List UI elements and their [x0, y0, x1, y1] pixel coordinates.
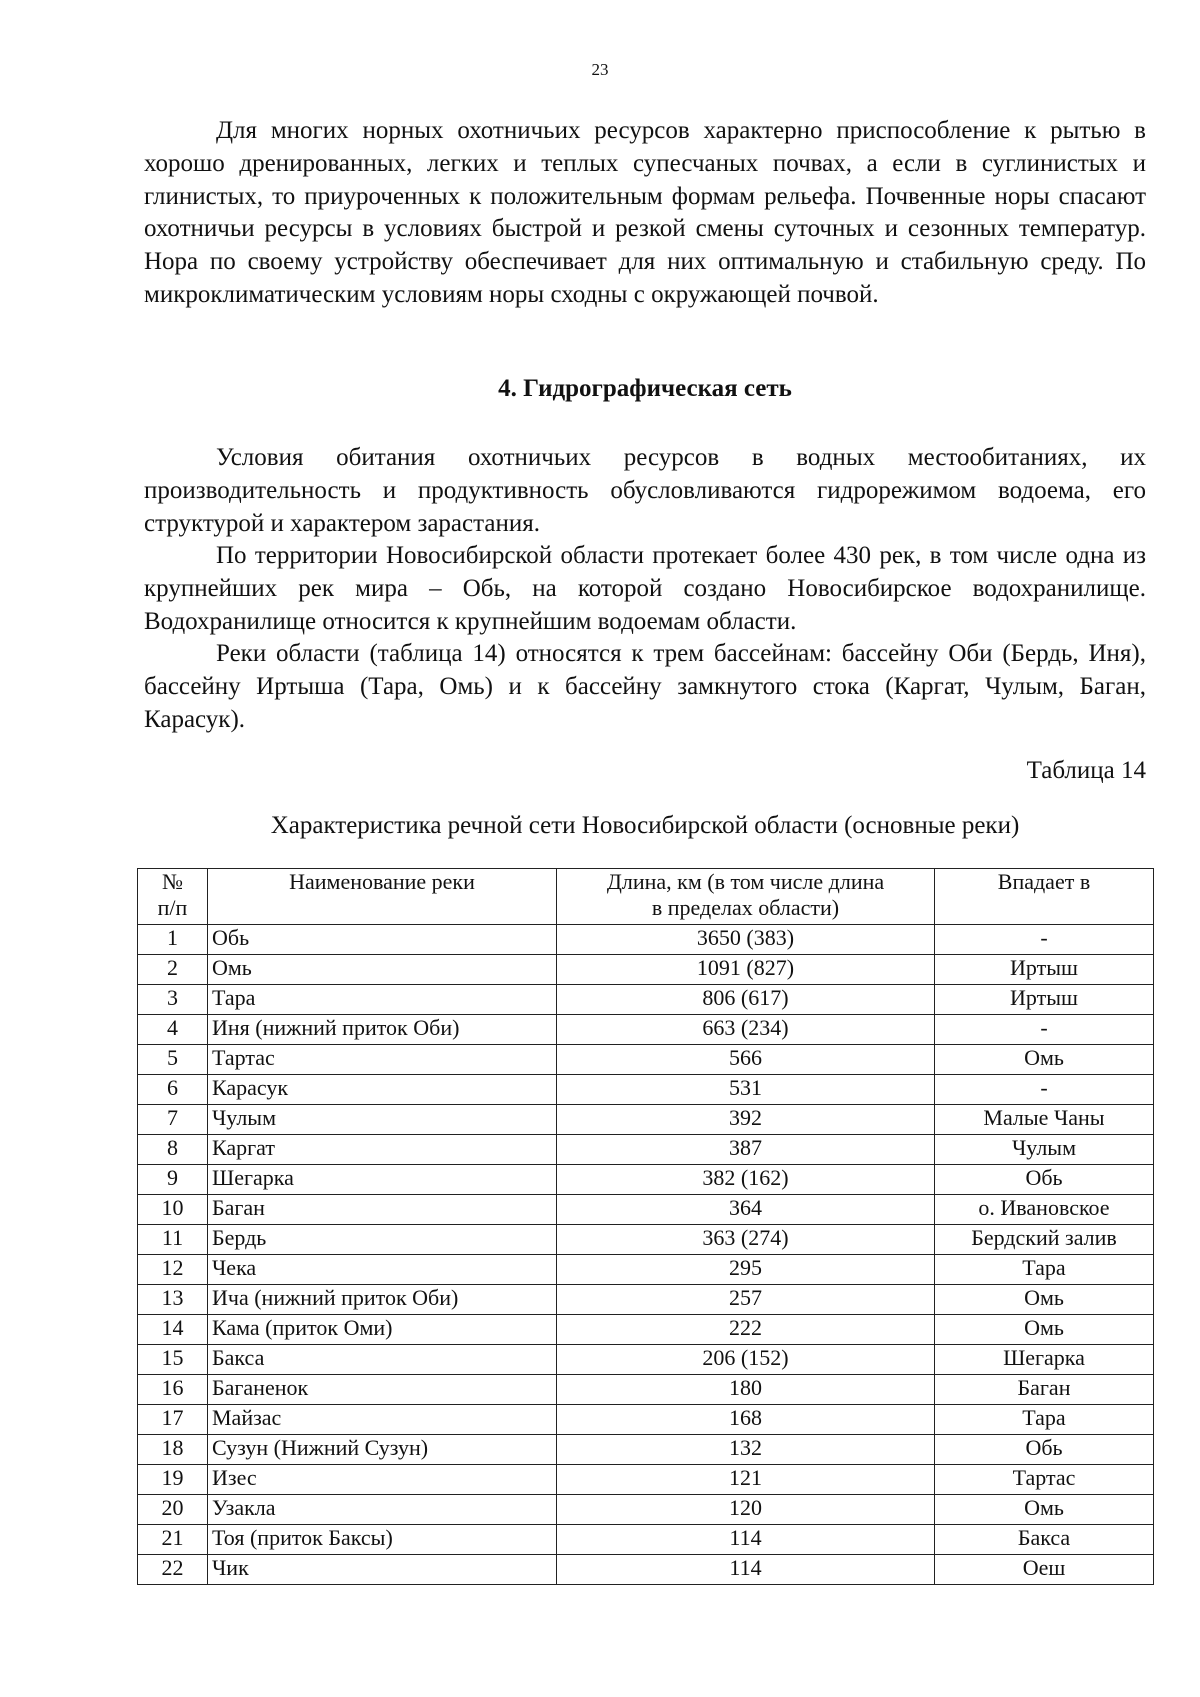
- river-flows-into: Обь: [935, 1165, 1154, 1195]
- row-number: 1: [138, 925, 208, 955]
- table-row: [138, 985, 1154, 1015]
- river-name: Чик: [208, 1555, 557, 1585]
- river-name: Бердь: [208, 1225, 557, 1255]
- page-number: 23: [591, 60, 609, 79]
- river-flows-into: Омь: [935, 1495, 1154, 1525]
- river-flows-into: Тартас: [935, 1465, 1154, 1495]
- river-name: Иня (нижний приток Оби): [208, 1015, 557, 1045]
- river-flows-into: Тара: [935, 1255, 1154, 1285]
- table-row: [138, 1435, 1154, 1465]
- river-flows-into: Иртыш: [935, 985, 1154, 1015]
- river-length: 121: [557, 1465, 935, 1495]
- river-length: 120: [557, 1495, 935, 1525]
- river-length: 392: [557, 1105, 935, 1135]
- river-flows-into: Баган: [935, 1375, 1154, 1405]
- row-number: 11: [138, 1225, 208, 1255]
- table-row: [138, 1075, 1154, 1105]
- row-number: 12: [138, 1255, 208, 1285]
- river-flows-into: Иртыш: [935, 955, 1154, 985]
- river-length: 180: [557, 1375, 935, 1405]
- river-length: 806 (617): [557, 985, 935, 1015]
- table-row: [138, 1345, 1154, 1375]
- row-number: 7: [138, 1105, 208, 1135]
- row-number: 10: [138, 1195, 208, 1225]
- table-label: Таблица 14: [1026, 757, 1146, 784]
- river-length: 114: [557, 1525, 935, 1555]
- table-title: Характеристика речной сети Новосибирской области (основные реки): [270, 812, 1020, 839]
- river-name: Ича (нижний приток Оби): [208, 1285, 557, 1315]
- river-length: 168: [557, 1405, 935, 1435]
- row-number: 20: [138, 1495, 208, 1525]
- river-name: Обь: [208, 925, 557, 955]
- river-length: 566: [557, 1045, 935, 1075]
- river-length: 1091 (827): [557, 955, 935, 985]
- paragraph-burrows: Для многих норных охотничьих ресурсов характерно приспособление к рытью в хорошо дренированных, легких и теплых супесчаных почвах, а если в суглинистых и глинистых, то приуроченных к положительным формам рельефа. Почвенные норы спасают охотничьи ресурсы в условиях быстрой и резкой смены суточных и сезонных температур. Нора по своему устройству обеспечивает для них оптимальную и стабильную среду. По микроклиматическим условиям норы сходны с окружающей почвой.: [144, 117, 1146, 308]
- river-flows-into: о. Ивановское: [935, 1195, 1154, 1225]
- river-length: 364: [557, 1195, 935, 1225]
- river-name: Узакла: [208, 1495, 557, 1525]
- row-number: 4: [138, 1015, 208, 1045]
- header-name: Наименование реки: [208, 869, 557, 925]
- river-name: Карасук: [208, 1075, 557, 1105]
- row-number: 18: [138, 1435, 208, 1465]
- river-flows-into: -: [935, 1015, 1154, 1045]
- header-length-line1: Длина, км (в том числе длина: [606, 869, 885, 894]
- river-name: Чулым: [208, 1105, 557, 1135]
- river-flows-into: Обь: [935, 1435, 1154, 1465]
- river-flows-into: -: [935, 1075, 1154, 1105]
- river-length: 363 (274): [557, 1225, 935, 1255]
- table-body: [138, 925, 1154, 1585]
- row-number: 16: [138, 1375, 208, 1405]
- row-number: 22: [138, 1555, 208, 1585]
- river-length: 257: [557, 1285, 935, 1315]
- river-name: Тара: [208, 985, 557, 1015]
- paragraph-rivers-count: По территории Новосибирской области протекает более 430 рек, в том числе одна из крупнейших рек мира – Обь, на которой создано Новосибирское водохранилище. Водохранилище относится к крупнейшим водоемам области.: [144, 542, 1146, 635]
- table-row: [138, 1405, 1154, 1435]
- river-name: Омь: [208, 955, 557, 985]
- river-length: 387: [557, 1135, 935, 1165]
- table-row: [138, 1525, 1154, 1555]
- river-name: Кама (приток Оми): [208, 1315, 557, 1345]
- row-number: 8: [138, 1135, 208, 1165]
- river-name: Бакса: [208, 1345, 557, 1375]
- table-row: [138, 1015, 1154, 1045]
- paragraph-habitat: Условия обитания охотничьих ресурсов в водных местообитаниях, их производительность и продуктивность обусловливаются гидрорежимом водоема, его структурой и характером зарастания.: [144, 444, 1146, 537]
- row-number: 15: [138, 1345, 208, 1375]
- river-length: 222: [557, 1315, 935, 1345]
- table-row: [138, 925, 1154, 955]
- row-number: 5: [138, 1045, 208, 1075]
- row-number: 3: [138, 985, 208, 1015]
- paragraph-basins: Реки области (таблица 14) относятся к трем бассейнам: бассейну Оби (Бердь, Иня), бассейну Иртыша (Тара, Омь) и к бассейну замкнутого стока (Каргат, Чулым, Баган, Карасук).: [144, 640, 1146, 733]
- row-number: 13: [138, 1285, 208, 1315]
- river-flows-into: Оеш: [935, 1555, 1154, 1585]
- table-row: [138, 1105, 1154, 1135]
- river-name: Тартас: [208, 1045, 557, 1075]
- row-number: 17: [138, 1405, 208, 1435]
- table-row: [138, 1195, 1154, 1225]
- river-flows-into: Бердский залив: [935, 1225, 1154, 1255]
- river-flows-into: Шегарка: [935, 1345, 1154, 1375]
- header-num-line2: п/п: [157, 895, 188, 920]
- river-flows-into: Омь: [935, 1285, 1154, 1315]
- header-length-line2: в пределах области): [651, 895, 840, 920]
- table-row: [138, 1165, 1154, 1195]
- river-name: Изес: [208, 1465, 557, 1495]
- river-length: 382 (162): [557, 1165, 935, 1195]
- table-row: [138, 1465, 1154, 1495]
- table-row: [138, 1315, 1154, 1345]
- table-row: [138, 1375, 1154, 1405]
- river-name: Каргат: [208, 1135, 557, 1165]
- river-flows-into: Омь: [935, 1315, 1154, 1345]
- river-length: 295: [557, 1255, 935, 1285]
- section-heading: 4. Гидрографическая сеть: [498, 375, 792, 402]
- river-length: 531: [557, 1075, 935, 1105]
- river-flows-into: Чулым: [935, 1135, 1154, 1165]
- river-length: 663 (234): [557, 1015, 935, 1045]
- row-number: 14: [138, 1315, 208, 1345]
- row-number: 6: [138, 1075, 208, 1105]
- river-flows-into: Бакса: [935, 1525, 1154, 1555]
- row-number: 2: [138, 955, 208, 985]
- river-name: Майзас: [208, 1405, 557, 1435]
- river-flows-into: Тара: [935, 1405, 1154, 1435]
- river-name: Баганенок: [208, 1375, 557, 1405]
- river-flows-into: Малые Чаны: [935, 1105, 1154, 1135]
- row-number: 21: [138, 1525, 208, 1555]
- river-name: Сузун (Нижний Сузун): [208, 1435, 557, 1465]
- river-flows-into: -: [935, 925, 1154, 955]
- table-row: [138, 1045, 1154, 1075]
- river-length: 206 (152): [557, 1345, 935, 1375]
- header-length: [557, 869, 935, 925]
- table-row: [138, 1255, 1154, 1285]
- header-flows-into: Впадает в: [935, 869, 1154, 925]
- table-row: [138, 1285, 1154, 1315]
- table-row: [138, 1225, 1154, 1255]
- river-name: Баган: [208, 1195, 557, 1225]
- river-length: 132: [557, 1435, 935, 1465]
- header-num: [138, 869, 208, 925]
- row-number: 9: [138, 1165, 208, 1195]
- river-length: 114: [557, 1555, 935, 1585]
- table-row: [138, 955, 1154, 985]
- rivers-table: [137, 868, 1154, 1585]
- table-row: [138, 1495, 1154, 1525]
- table-header-row: [138, 869, 1154, 925]
- header-num-line1: №: [162, 869, 183, 894]
- river-flows-into: Омь: [935, 1045, 1154, 1075]
- table-row: [138, 1135, 1154, 1165]
- table-row: [138, 1555, 1154, 1585]
- river-name: Шегарка: [208, 1165, 557, 1195]
- row-number: 19: [138, 1465, 208, 1495]
- river-name: Чека: [208, 1255, 557, 1285]
- river-name: Тоя (приток Баксы): [208, 1525, 557, 1555]
- river-length: 3650 (383): [557, 925, 935, 955]
